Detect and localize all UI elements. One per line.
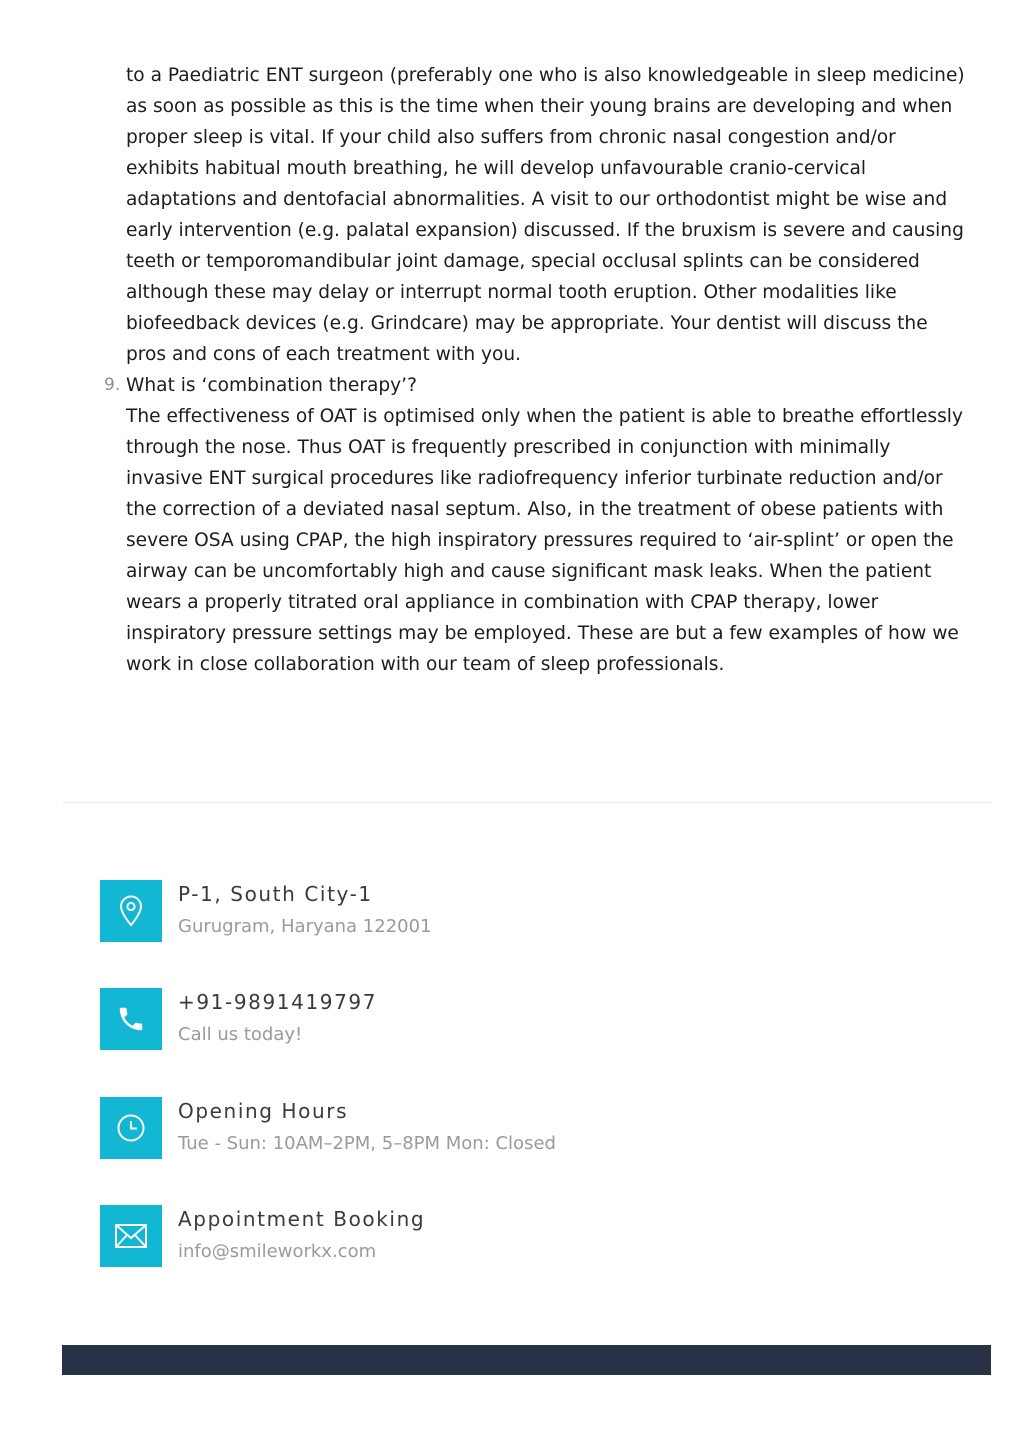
envelope-icon: [100, 1205, 162, 1267]
contact-email: [100, 1205, 800, 1267]
location-pin-icon: [100, 880, 162, 942]
footer-bar: [62, 1345, 991, 1375]
answer-paragraph: The effectiveness of OAT is optimised only when the patient is able to breathe effortlessly through the nose. Thus OAT is frequently prescribed in conjunction with minimally invasive ENT surgical procedures like radiofrequency inferior turbinate reduction and/or the correction of a deviated nasal septum. Also, in the treatment of obese patients with severe OSA using CPAP, the high inspiratory pressures required to ‘air-splint’ or open the airway can be uncomfortably high and cause significant mask leaks. When the patient wears a properly titrated oral appliance in combination with CPAP therapy, lower inspiratory pressure settings may be employed. These are but a few examples of how we work in close collaboration with our team of sleep professionals.: [126, 406, 963, 675]
question-heading: What is ‘combination therapy’?: [126, 375, 417, 396]
phone-number[interactable]: +91-9891419797: [178, 990, 378, 1014]
address-line-2: Gurugram, Haryana 122001: [178, 916, 432, 937]
phone-icon: [100, 988, 162, 1050]
question-number: 9.: [104, 375, 121, 395]
clock-icon: [100, 1097, 162, 1159]
contact-phone: [100, 988, 800, 1050]
hours-text: Tue - Sun: 10AM–2PM, 5–8PM Mon: Closed: [178, 1133, 556, 1154]
contact-address: [100, 880, 800, 942]
section-divider: [62, 802, 991, 803]
phone-caption: Call us today!: [178, 1024, 303, 1045]
hours-title: Opening Hours: [178, 1099, 349, 1123]
booking-email[interactable]: info@smileworkx.com: [178, 1241, 377, 1262]
address-line-1: P-1, South City-1: [178, 882, 373, 906]
contact-hours: [100, 1097, 800, 1159]
article-body: [104, 60, 966, 680]
intro-paragraph: to a Paediatric ENT surgeon (preferably one who is also knowledgeable in sleep medicine) as soon as possible as this is the time when their young brains are developing and when proper sleep is vital. If your child also suffers from chronic nasal congestion and/or exhibits habitual mouth breathing, he will develop unfavourable cranio-cervical adaptations and dentofacial abnormalities. A visit to our orthodontist might be wise and early intervention (e.g. palatal expansion) discussed. If the bruxism is severe and causing teeth or temporomandibular joint damage, special occlusal splints can be considered although these may delay or interrupt normal tooth eruption. Other modalities like biofeedback devices (e.g. Grindcare) may be appropriate. Your dentist will discuss the pros and cons of each treatment with you.: [126, 65, 965, 365]
booking-title: Appointment Booking: [178, 1207, 426, 1231]
faq-item-9: [104, 370, 966, 680]
